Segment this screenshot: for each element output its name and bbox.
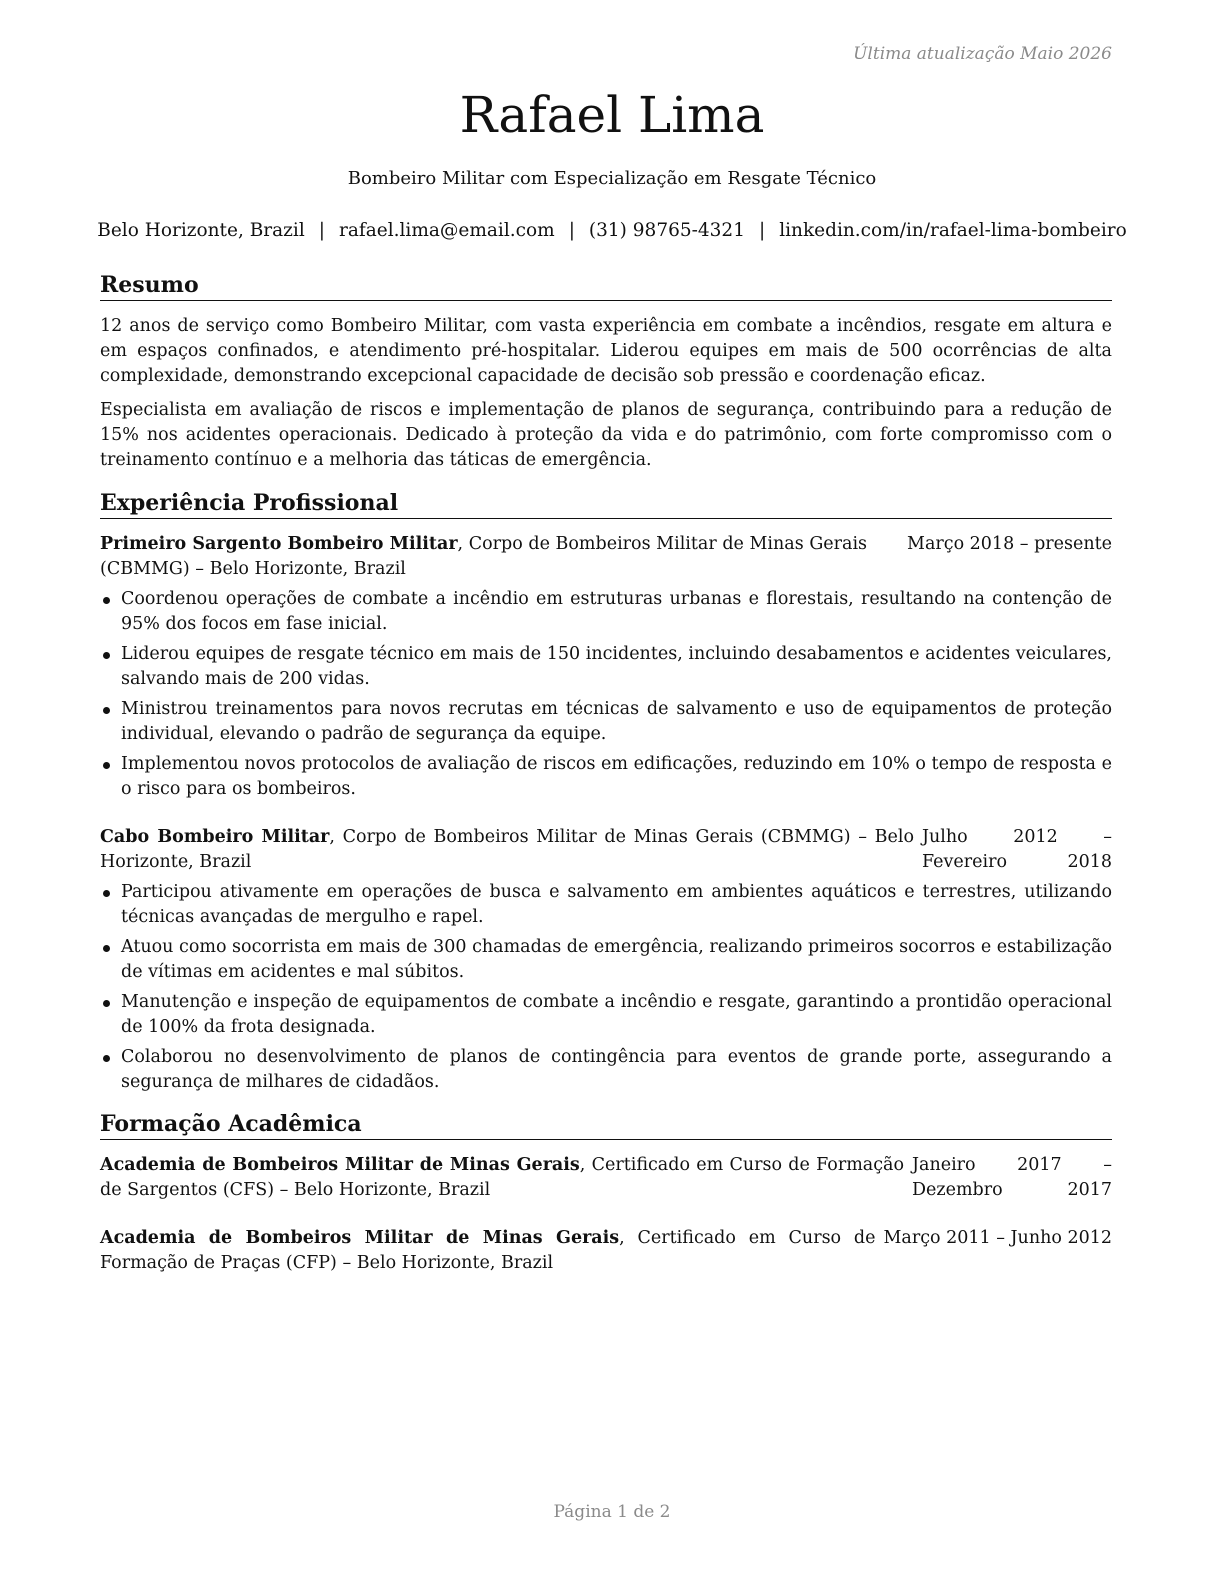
education-title-line [100, 1226, 876, 1276]
job-role: Cabo Bombeiro Militar [100, 827, 330, 847]
contact-location: Belo Horizonte, Brazil [97, 220, 305, 241]
contact-phone: (31) 98765-4321 [588, 220, 745, 241]
summary-paragraph: Especialista em avaliação de riscos e implementação de planos de segurança, contribuindo para a redução de 15% nos acidentes operacionais. Dedicado à proteção da vida e do patrimônio, com forte compromisso com o treinamento contínuo e a melhoria das táticas de emergência. [100, 400, 1112, 470]
job-bullets [100, 880, 1112, 1095]
summary-paragraph: 12 anos de serviço como Bombeiro Militar, com vasta experiência em combate a incêndios, resgate em altura e em espaços confinados, e atendimento pré-hospitalar. Liderou equipes em mais de 500 ocorrências de alta complexidade, demonstrando excepcional capacidade de decisão sob pressão e coordenação eficaz. [100, 316, 1112, 386]
summary-section [100, 271, 1112, 473]
job-entry [100, 532, 1112, 802]
contact-email[interactable]: rafael.lima@email.com [339, 220, 555, 241]
headline: Bombeiro Militar com Especialização em Resgate Técnico [347, 168, 877, 189]
education-school: Academia de Bombeiros Militar de Minas Gerais [100, 1155, 580, 1175]
last-updated: Última atualização Maio 2026 [853, 44, 1112, 64]
job-org: , Corpo de Bombeiros Militar de Minas Gerais (CBMMG) – Belo Horizonte, Brazil [100, 827, 914, 872]
education-dates: Março 2011 – Junho 2012 [883, 1228, 1112, 1248]
section-title-education: Formação Acadêmica [100, 1110, 1112, 1140]
job-org: , Corpo de Bombeiros Militar de Minas Gerais (CBMMG) – Belo Horizonte, Brazil [100, 534, 868, 579]
education-school: Academia de Bombeiros Militar de Minas Gerais [100, 1228, 620, 1248]
education-detail: , Certificado em Curso de Formação de Praças (CFP) – Belo Horizonte, Brazil [100, 1228, 876, 1273]
list-item: Participou ativamente em operações de busca e salvamento em ambientes aquáticos e terrestres, utilizando técnicas avançadas de mergulho e rapel. [100, 880, 1112, 930]
list-item: Atuou como socorrista em mais de 300 chamadas de emergência, realizando primeiros socorros e estabilização de vítimas em acidentes e mal súbitos. [100, 935, 1112, 985]
list-item: Implementou novos protocolos de avaliação de riscos em edificações, reduzindo em 10% o tempo de resposta e o risco para os bombeiros. [100, 752, 1112, 802]
candidate-name: Rafael Lima [459, 86, 765, 144]
list-item: Manutenção e inspeção de equipamentos de combate a incêndio e resgate, garantindo a prontidão operacional de 100% da frota designada. [100, 990, 1112, 1040]
list-item: Ministrou treinamentos para novos recrutas em técnicas de salvamento e uso de equipamentos de proteção individual, elevando o padrão de segurança da equipe. [100, 697, 1112, 747]
job-dates: Março 2018 – presente [907, 534, 1112, 554]
job-title-line [100, 532, 867, 582]
job-header [100, 825, 1112, 875]
job-bullets [100, 587, 1112, 802]
experience-section [100, 489, 1112, 1095]
job-dates: Julho 2012 – Fevereiro 2018 [922, 827, 1112, 872]
education-entry [100, 1226, 1112, 1276]
education-entry [100, 1153, 1112, 1203]
contact-line [0, 220, 1224, 241]
job-header [100, 532, 1112, 582]
education-title-line [100, 1153, 904, 1203]
section-title-summary: Resumo [100, 271, 1112, 301]
education-dates: Janeiro 2017 – Dezembro 2017 [912, 1155, 1112, 1200]
list-item: Liderou equipes de resgate técnico em mais de 150 incidentes, incluindo desabamentos e acidentes veiculares, salvando mais de 200 vidas. [100, 642, 1112, 692]
page-number: Página 1 de 2 [553, 1502, 671, 1522]
contact-separator: | [758, 220, 766, 241]
job-role: Primeiro Sargento Bombeiro Militar [100, 534, 458, 554]
education-detail: , Certificado em Curso de Formação de Sargentos (CFS) – Belo Horizonte, Brazil [100, 1155, 904, 1200]
contact-separator: | [568, 220, 575, 241]
contact-separator: | [318, 220, 325, 241]
section-title-experience: Experiência Profissional [100, 489, 1112, 519]
list-item: Coordenou operações de combate a incêndio em estruturas urbanas e florestais, resultando na contenção de 95% dos focos em fase inicial. [100, 587, 1112, 637]
job-entry [100, 825, 1112, 1095]
contact-linkedin[interactable]: linkedin.com/in/rafael-lima-bombeiro [779, 220, 1127, 241]
job-title-line [100, 825, 914, 875]
education-section [100, 1110, 1112, 1276]
list-item: Colaborou no desenvolvimento de planos de contingência para eventos de grande porte, assegurando a segurança de milhares de cidadãos. [100, 1045, 1112, 1095]
